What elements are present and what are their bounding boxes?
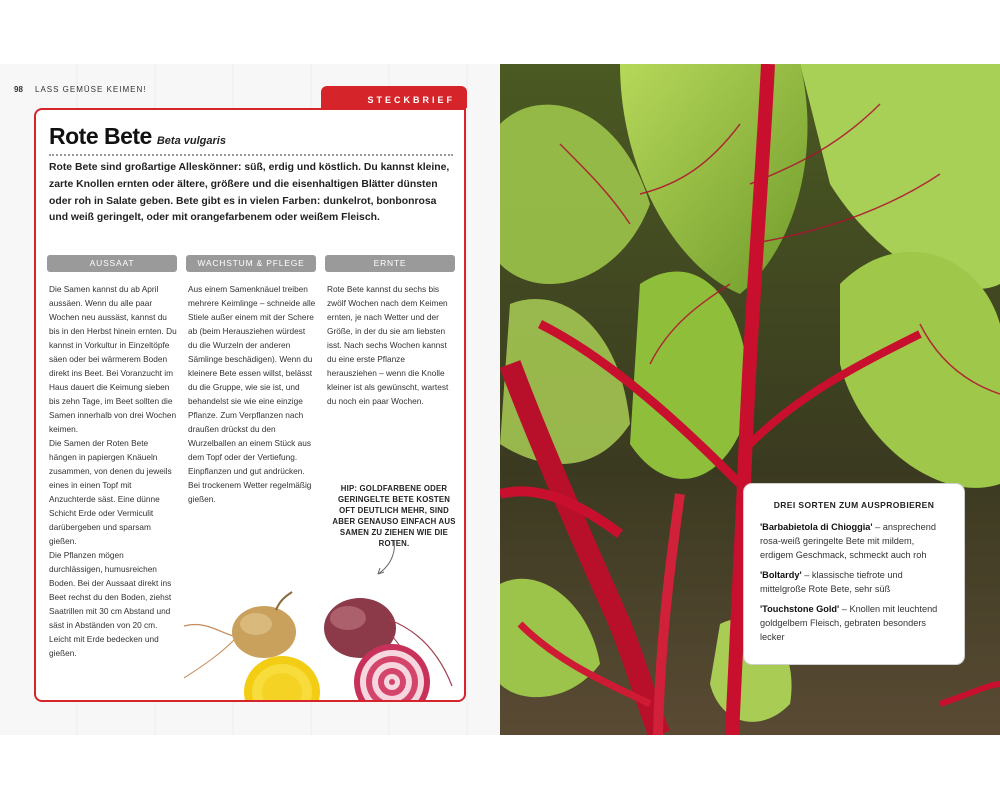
left-page bbox=[0, 64, 500, 735]
variety-name: 'Barbabietola di Chioggia' bbox=[760, 522, 873, 532]
page-title bbox=[49, 123, 226, 150]
tip-text: HIP: GOLDFARBENE ODER GERINGELTE BETE KOSTEN OFT DEUTLICH MEHR, SIND ABER GENAUSO EINFACH AUS SAMEN ZU ZIEHEN WIE DIE ROTEN. bbox=[332, 484, 456, 548]
paragraph: Die Pflanzen mögen durchlässigen, humusreichen Boden. Bei der Aussaat direkt ins Beet rechst du den Boden, ziehst Saatrillen mit 30 cm Abstand und säst in Abständen von 20 cm. Leicht mit Erde bedecken und gießen. bbox=[49, 550, 172, 658]
paragraph: Aus einem Samenknäuel treiben mehrere Keimlinge – schneide alle Stiele außer einem mit der Schere ab (beim Herausziehen würdest du die Wurzeln der anderen Sämlinge beschädigen). Wenn du kleinere Bete essen willst, belässt du die Gruppe, wie sie ist, und behandelst sie wie eine einzige Pflanze. Zum Verpflanzen nach draußen drückst du den Wurzelballen an einem Stück aus dem Topf oder der Vertiefung. Einpflanzen und gut andrücken. bbox=[188, 284, 316, 476]
column-wachstum bbox=[188, 282, 316, 506]
varieties-box bbox=[744, 484, 964, 664]
variety-name: 'Boltardy' bbox=[760, 570, 802, 580]
variety-item bbox=[760, 520, 948, 562]
profile-card bbox=[34, 108, 466, 702]
variety-item bbox=[760, 602, 948, 644]
variety-description: – klassische tiefrote und mittelgroße Rote Bete, sehr süß bbox=[760, 570, 903, 594]
latin-name: Beta vulgaris bbox=[156, 135, 226, 147]
page-number: 98 bbox=[14, 85, 23, 94]
plant-name: Rote Bete bbox=[49, 123, 152, 149]
intro-text: Rote Bete sind großartige Alleskönner: süß, erdig und köstlich. Du kannst kleine, zarte Knollen ernten oder ältere, größere und die eisenhaltigen Blätter dünsten oder roh in Salate geben. Bete gibt es in vielen Farben: dunkelrot, bonbonrosa und weiß geringelt, oder mit orangefarbenem oder weißem Fleisch. bbox=[49, 162, 450, 224]
book-spread bbox=[0, 64, 1000, 735]
variety-item bbox=[760, 568, 948, 596]
paragraph: Rote Bete kannst du sechs bis zwölf Wochen nach dem Keimen ernten, je nach Wetter und der Größe, in der du sie am liebsten isst. Nach sechs Wochen kannst du eine erste Pflanze herausziehen – wenn die Knolle kleiner ist als gewünscht, wartest du noch ein paar Wochen. bbox=[327, 284, 449, 406]
variety-name: 'Touchstone Gold' bbox=[760, 604, 840, 614]
variety-description: – Knollen mit leuchtend goldgelbem Fleisch, gebraten besonders lecker bbox=[760, 604, 938, 642]
paragraph: Die Samen der Roten Bete hängen in papiergen Knäueln zusammen, von denen du jeweils eines in einen Topf mit Anzuchterde säst. Eine dünne Schicht Erde oder Vermiculit darübergeben und sparsam gießen. bbox=[49, 438, 172, 546]
right-page bbox=[500, 64, 1000, 735]
column-ernte bbox=[327, 282, 455, 408]
dotted-divider bbox=[49, 154, 453, 156]
column-heading-ernte: ERNTE bbox=[325, 255, 455, 272]
column-heading-aussaat: AUSSAAT bbox=[47, 255, 177, 272]
paragraph: Die Samen kannst du ab April aussäen. Wenn du alle paar Wochen neu aussäst, kannst du bis in den Herbst hinein ernten. Du kannst in Vorkultur in Einzeltöpfe säen oder bei wärmerem Boden direkt ins Beet. Bei Voranzucht im Haus dauert die Keimung sieben bis zehn Tage, im Beet sollten die Samen innerhalb von drei Wochen keimen. bbox=[49, 284, 177, 434]
beets-photo bbox=[176, 570, 456, 700]
column-heading-wachstum: WACHSTUM & PFLEGE bbox=[186, 255, 316, 272]
running-title: LASS GEMÜSE KEIMEN! bbox=[35, 85, 147, 94]
varieties-heading: DREI SORTEN ZUM AUSPROBIEREN bbox=[773, 500, 935, 510]
variety-description: – ansprechend rosa-weiß geringelte Bete mit mildem, erdigem Geschmack, schmeckt auch roh bbox=[760, 522, 936, 560]
steckbrief-tab: STECKBRIEF bbox=[321, 86, 467, 108]
column-aussaat bbox=[49, 282, 177, 660]
paragraph: Bei trockenem Wetter regelmäßig gießen. bbox=[188, 480, 312, 504]
